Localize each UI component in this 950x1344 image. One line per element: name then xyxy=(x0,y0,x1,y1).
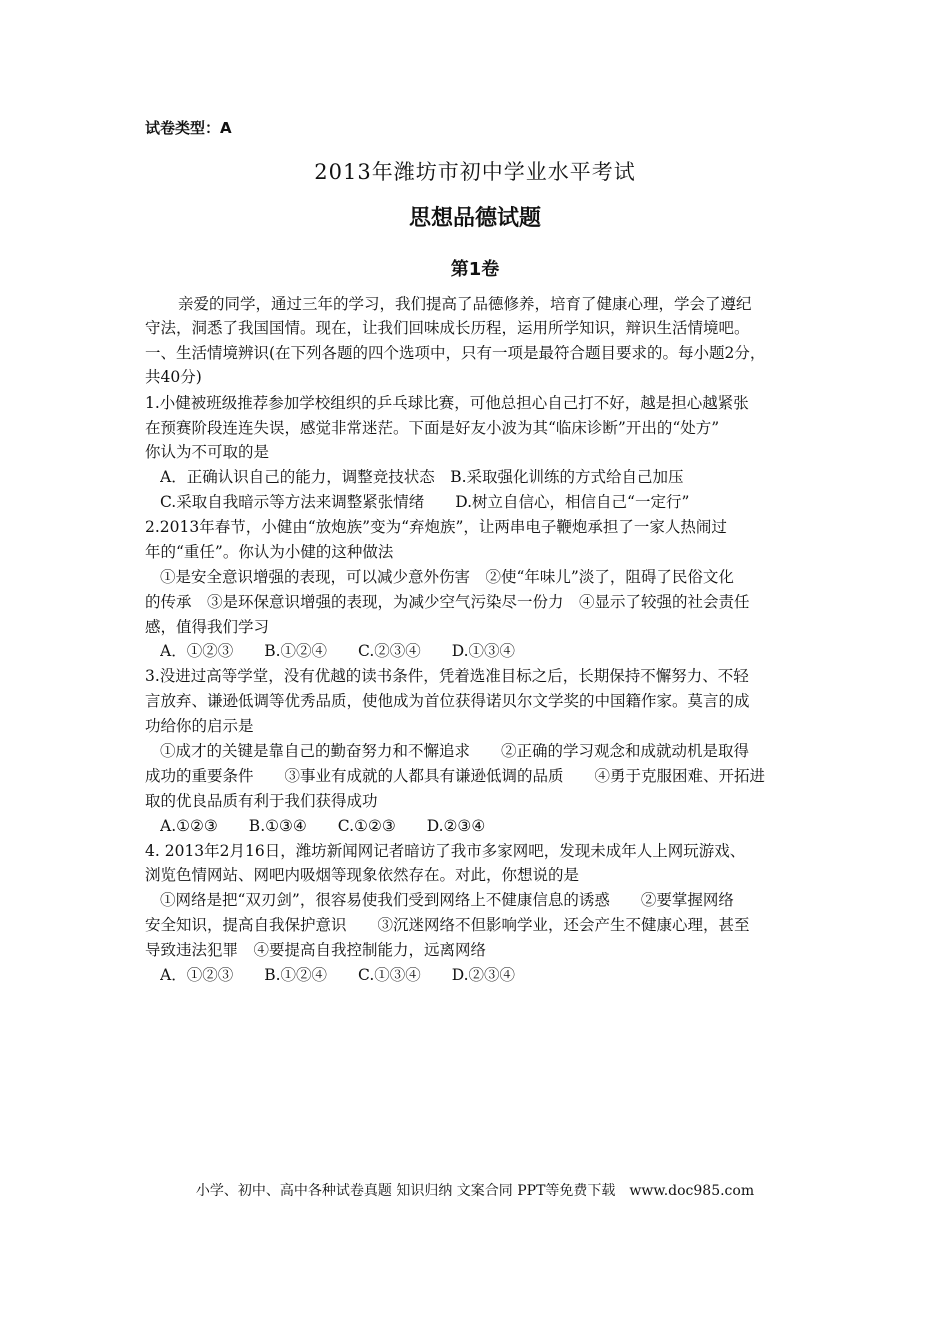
question-2-statement: ①是安全意识增强的表现，可以减少意外伤害 ②使“年味儿”淡了，阻碍了民俗文化 xyxy=(160,568,734,586)
question-1-options: C.采取自我暗示等方法来调整紧张情绪 D.树立自信心，相信自己“一定行” xyxy=(160,493,690,511)
question-4-options: A．①②③ B.①②④ C.①③④ D.②③④ xyxy=(160,966,516,984)
question-2-text: 年的“重任”。你认为小健的这种做法 xyxy=(145,543,394,561)
question-2-options: A．①②③ B.①②④ C.②③④ D.①③④ xyxy=(160,642,516,660)
question-3-statement: ①成才的关键是靠自己的勤奋努力和不懈追求 ②正确的学习观念和成就动机是取得 xyxy=(160,742,750,760)
question-4-statement: ①网络是把“双刃剑”，很容易使我们受到网络上不健康信息的诱惑 ②要掌握网络 xyxy=(160,891,734,909)
question-4-text: 浏览色情网站、网吧内吸烟等现象依然存在。对此，你想说的是 xyxy=(145,866,580,884)
question-2-statement: 的传承 ③是环保意识增强的表现，为减少空气污染尽一份力 ④显示了较强的社会责任 xyxy=(145,593,750,611)
question-1-text: 在预赛阶段连连失误，感觉非常迷茫。下面是好友小波为其“临床诊断”开出的“处方” xyxy=(145,419,720,437)
paper-type-label: 试卷类型：A xyxy=(145,119,232,137)
section-heading: 共40分) xyxy=(145,368,202,386)
question-4-text: 4. 2013年2月16日，潍坊新闻网记者暗访了我市多家网吧，发现未成年人上网玩游戏、 xyxy=(145,842,746,860)
question-3-options: A.①②③ B.①③④ C.①②③ D.②③④ xyxy=(160,817,486,835)
question-1-text: 1.小健被班级推荐参加学校组织的乒乓球比赛，可他总担心自己打不好，越是担心越紧张 xyxy=(145,394,749,412)
question-3-text: 言放弃、谦逊低调等优秀品质，使他成为首位获得诺贝尔文学奖的中国籍作家。莫言的成 xyxy=(145,692,750,710)
question-3-text: 3.没进过高等学堂，没有优越的读书条件，凭着选准目标之后，长期保持不懈努力、不轻 xyxy=(145,667,749,685)
question-3-statement: 成功的重要条件 ③事业有成就的人都具有谦逊低调的品质 ④勇于克服困难、开拓进 xyxy=(145,767,766,785)
question-1-options: A．正确认识自己的能力，调整竞技状态 B.采取强化训练的方式给自己加压 xyxy=(160,468,684,486)
section-heading: 一、生活情境辨识(在下列各题的四个选项中，只有一项是最符合题目要求的。每小题2分， xyxy=(145,344,766,362)
question-3-statement: 取的优良品质有利于我们获得成功 xyxy=(145,792,378,810)
question-4-statement: 安全知识，提高自我保护意识 ③沉迷网络不但影响学业，还会产生不健康心理，甚至 xyxy=(145,916,750,934)
footer-text: 小学、初中、高中各种试卷真题 知识归纳 文案合同 PPT等免费下载 www.doc985.com xyxy=(195,1183,755,1199)
question-4-statement: 导致违法犯罪 ④要提高自我控制能力，远离网络 xyxy=(145,941,487,959)
intro-line: 守法，洞悉了我国国情。现在，让我们回味成长历程，运用所学知识，辩识生活情境吧。 xyxy=(145,319,750,337)
exam-title: 2013年潍坊市初中学业水平考试 xyxy=(314,160,636,184)
question-2-statement: 感，值得我们学习 xyxy=(145,618,270,636)
question-2-text: 2.2013年春节，小健由“放炮族”变为“弃炮族”，让两串电子鞭炮承担了一家人热闹过 xyxy=(145,518,727,536)
intro-line: 亲爱的同学，通过三年的学习，我们提高了品德修养，培育了健康心理，学会了遵纪 xyxy=(178,295,752,313)
volume-heading: 第1卷 xyxy=(450,259,500,280)
question-1-text: 你认为不可取的是 xyxy=(145,443,270,461)
question-3-text: 功给你的启示是 xyxy=(145,717,254,735)
exam-subtitle: 思想品德试题 xyxy=(408,206,541,231)
